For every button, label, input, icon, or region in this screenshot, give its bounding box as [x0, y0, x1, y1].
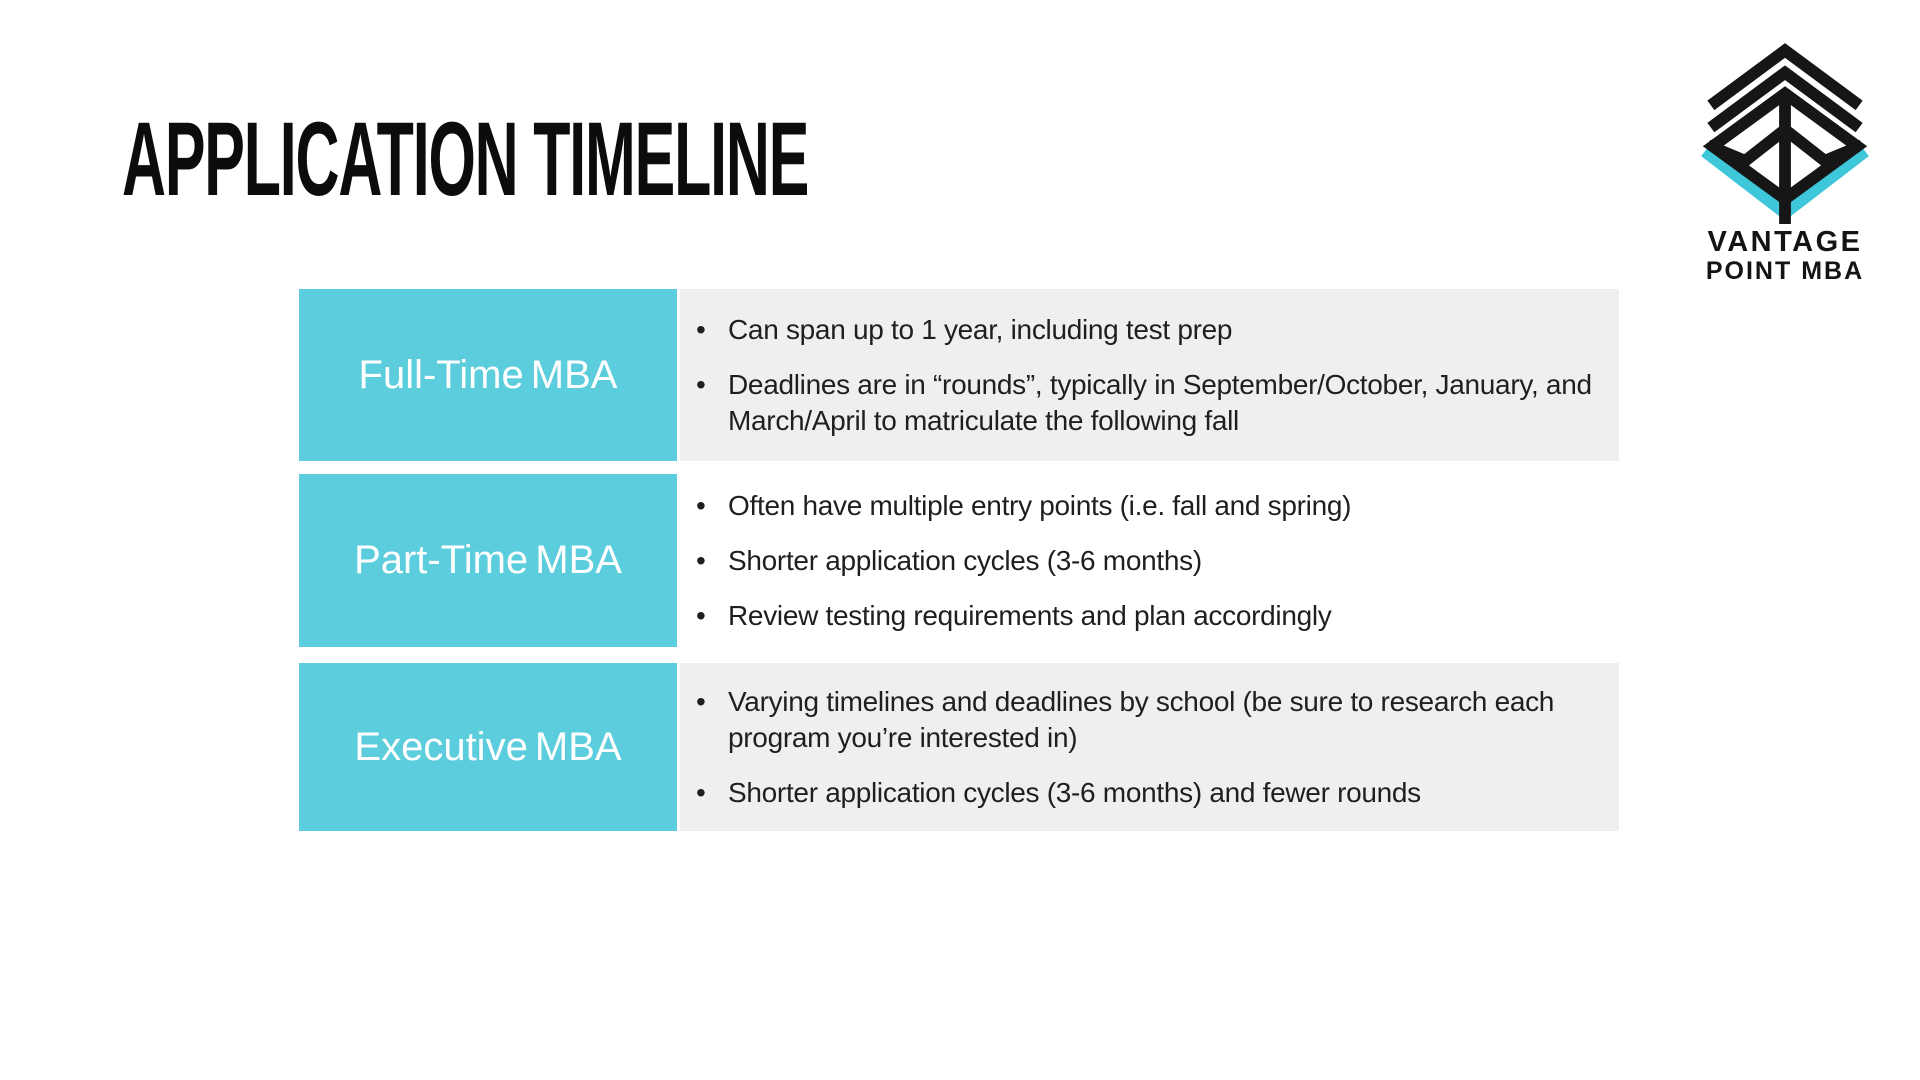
vantage-point-mark-icon: [1701, 38, 1869, 224]
bullet-item: • Can span up to 1 year, including test prep: [680, 312, 1613, 348]
bullet-list: [680, 312, 1613, 439]
program-details: [680, 289, 1619, 461]
mba-timeline-table: [299, 289, 1619, 831]
table-row: [299, 663, 1619, 831]
logo-text-point-mba: POINT MBA: [1705, 257, 1865, 285]
bullet-item: • Shorter application cycles (3-6 months) and fewer rounds: [680, 775, 1613, 811]
logo-text-vantage: VANTAGE: [1707, 226, 1863, 258]
vantage-point-logo: [1688, 38, 1882, 286]
bullet-list: [680, 684, 1613, 811]
table-row: [299, 289, 1619, 461]
bullet-item: • Shorter application cycles (3-6 months): [680, 543, 1613, 579]
bullet-item: • Varying timelines and deadlines by school (be sure to research each program you’re interested in): [680, 684, 1613, 756]
page-title: APPLICATION TIMELINE: [122, 101, 809, 218]
program-label: Executive MBA: [299, 663, 677, 831]
program-label: Part-Time MBA: [299, 474, 677, 647]
bullet-item: • Review testing requirements and plan accordingly: [680, 598, 1613, 634]
table-row: [299, 474, 1619, 647]
program-details: [680, 663, 1619, 831]
bullet-list: [680, 488, 1613, 634]
bullet-item: • Deadlines are in “rounds”, typically in September/October, January, and March/April to matriculate the following fall: [680, 367, 1613, 439]
logo-black-structure: [1713, 50, 1857, 218]
program-details: [680, 474, 1619, 647]
bullet-item: • Often have multiple entry points (i.e. fall and spring): [680, 488, 1613, 524]
program-label: Full-Time MBA: [299, 289, 677, 461]
